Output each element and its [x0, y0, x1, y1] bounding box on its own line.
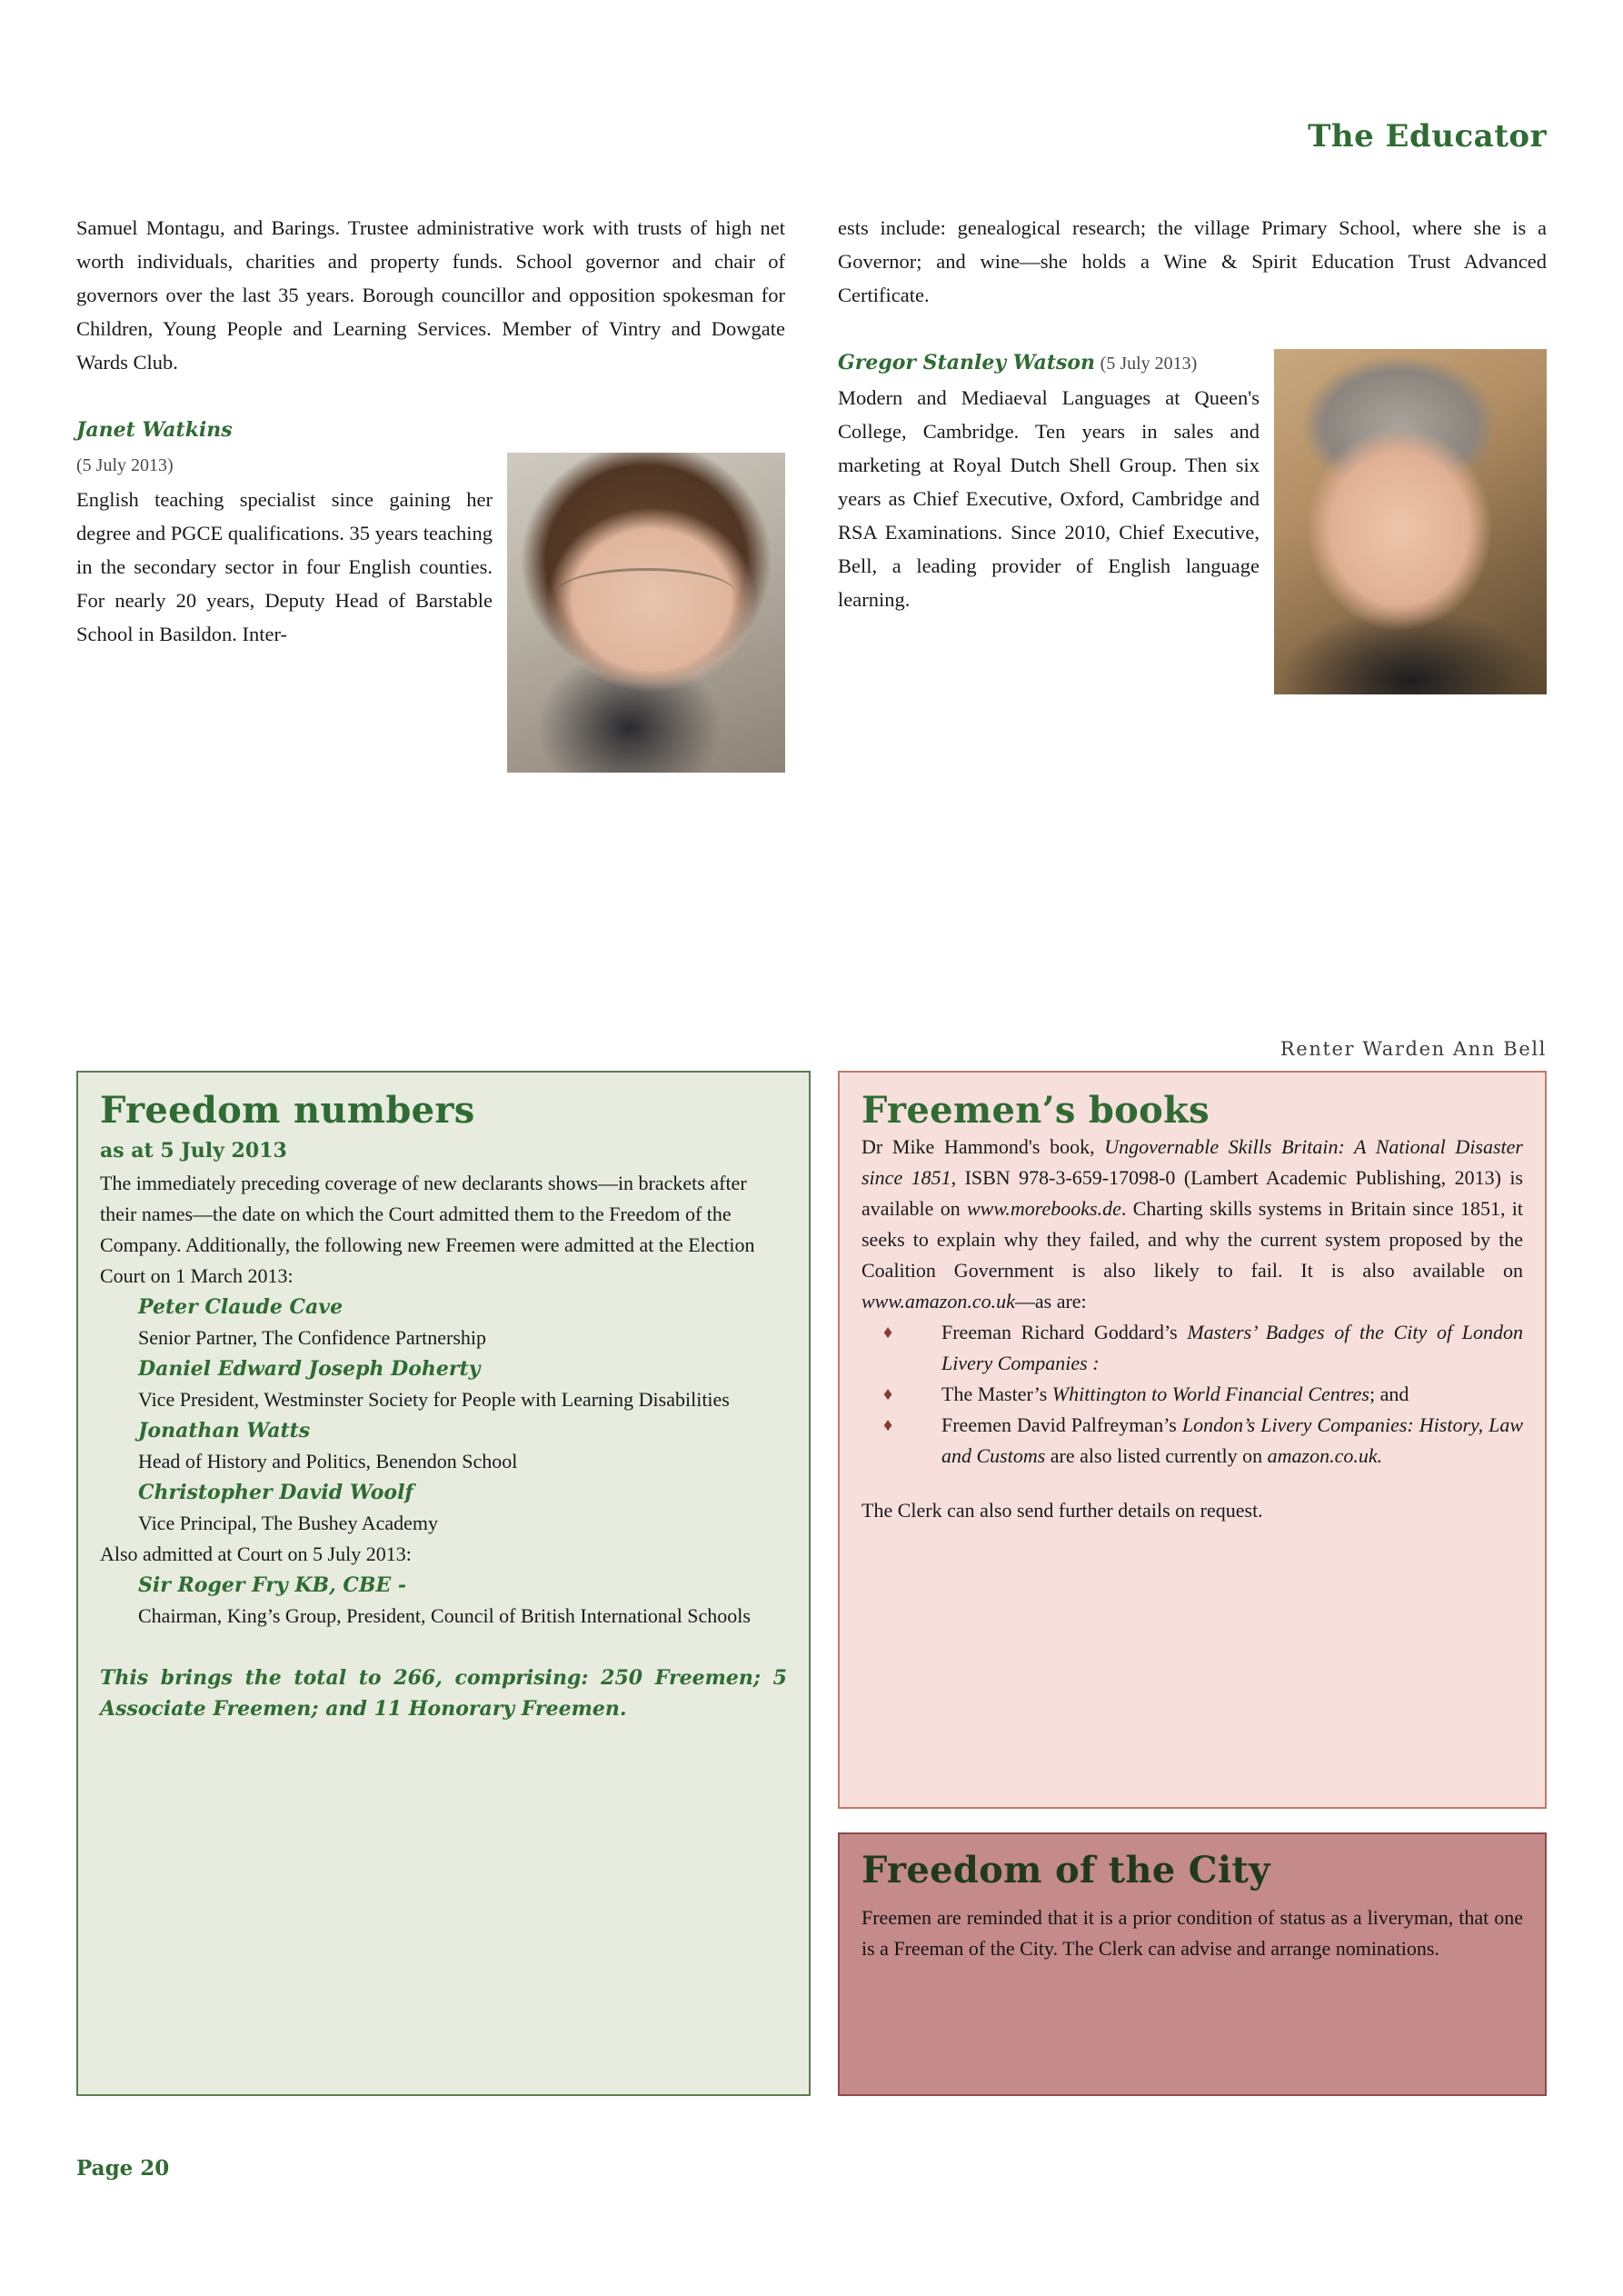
intro-part-a: Dr Mike Hammond's book,	[861, 1135, 1105, 1158]
freedom-of-the-city-title: Freedom of the City	[861, 1849, 1270, 1892]
freemens-books-title: Freemen’s books	[861, 1089, 1210, 1132]
freemens-books-footer: The Clerk can also send further details on request.	[861, 1499, 1263, 1522]
portrait-image	[1274, 349, 1547, 694]
entry-text: Modern and Mediaeval Languages at Queen's College, Cambridge. Ten years in sales and marketing at Royal Dutch Shell Group. Then six years as Chief Executive, Oxford, Cambridge and RSA Examinations. Since 2010, Chief Executive, Bell, a leading provider of English language learning.	[838, 386, 1260, 611]
intro-part-c: , ISBN 978-3-659-17098-0 (Lambert Academic Publishing, 2013) is available on	[861, 1166, 1523, 1220]
freemens-books-box	[838, 1071, 1547, 1809]
entry-role: Senior Partner, The Confidence Partnership	[138, 1326, 487, 1349]
list-item	[861, 1317, 1523, 1379]
freedom-numbers-subhead: as at 5 July 2013	[100, 1139, 287, 1163]
photo-janet-watkins	[507, 453, 785, 773]
entry-role: Vice President, Westminster Society for People with Learning Disabilities	[138, 1388, 730, 1411]
freemens-books-intro	[861, 1132, 1523, 1317]
masthead-title: The Educator	[1308, 118, 1547, 155]
photo-gregor-watson	[1274, 349, 1547, 694]
spacer	[76, 379, 785, 413]
item-title: London’s Livery Companies: History, Law and Customs	[941, 1413, 1524, 1467]
item-pre: Freeman Richard Goddard’s	[941, 1321, 1188, 1343]
freedom-numbers-title: Freedom numbers	[100, 1089, 475, 1132]
right-column	[838, 211, 1547, 698]
item-title: Masters’ Badges of the City of London Livery Companies :	[941, 1321, 1523, 1374]
right-paragraph-1: ests include: genealogical research; the village Primary School, where she is a Governor; and wine—she holds a Wine & Spirit Education Trust Advanced Certificate.	[838, 216, 1547, 306]
entry-janet-watkins	[76, 413, 785, 651]
freedom-of-the-city-text: Freemen are reminded that it is a prior condition of status as a liveryman, that one is a Freeman of the City. The Clerk can advise and arrange nominations.	[861, 1906, 1523, 1960]
freedom-numbers-entry-list	[100, 1292, 787, 1539]
also-admitted-intro: Also admitted at Court on 5 July 2013:	[100, 1542, 412, 1565]
entry-name: Sir Roger Fry KB, CBE -	[138, 1573, 407, 1597]
item-post: ; and	[1369, 1383, 1409, 1405]
item-title: Whittington to World Financial Centres	[1051, 1383, 1369, 1405]
page-number: Page 20	[76, 2156, 170, 2181]
item-post-url[interactable]: amazon.co.uk.	[1267, 1444, 1383, 1467]
amazon-url[interactable]: www.amazon.co.uk	[861, 1290, 1015, 1313]
left-paragraph-1: Samuel Montagu, and Barings. Trustee administrative work with trusts of high net worth individuals, charities and property funds. School governor and chair of governors over the last 35 years. Borough councillor and opposition spokesman for Children, Young People and Learning Services. Member of Vintry and Dowgate Wards Club.	[76, 216, 785, 374]
entry-gregor-stanley-watson	[838, 345, 1547, 616]
diamond-bullet-icon: ♦	[883, 1384, 893, 1404]
entry-name: Janet Watkins	[76, 418, 233, 442]
entry-name: Peter Claude Cave	[138, 1295, 344, 1319]
diamond-bullet-icon: ♦	[883, 1323, 893, 1343]
photo-caption: Renter Warden Ann Bell	[1279, 1038, 1547, 1060]
entry-name: Gregor Stanley Watson	[838, 351, 1096, 374]
entry-date: (5 July 2013)	[76, 455, 174, 475]
entry-name: Christopher David Woolf	[138, 1481, 413, 1504]
entry-role: Vice Principal, The Bushey Academy	[138, 1512, 439, 1534]
list-item	[861, 1379, 1523, 1410]
entry-name: Daniel Edward Joseph Doherty	[138, 1357, 481, 1381]
item-pre: The Master’s	[941, 1383, 1052, 1405]
entry-role: Head of History and Politics, Benendon School	[138, 1450, 518, 1472]
freedom-numbers-total: This brings the total to 266, comprising: 250 Freemen; 5 Associate Freemen; and 11 Honorary Freemen.	[100, 1666, 787, 1721]
item-pre: Freemen David Palfreyman’s	[941, 1413, 1182, 1436]
entry-name: Jonathan Watts	[138, 1419, 311, 1442]
freedom-of-the-city-box	[838, 1832, 1547, 2096]
entry-role: Chairman, King’s Group, President, Council of British International Schools	[138, 1604, 751, 1627]
spacer	[838, 312, 1547, 345]
morebooks-url[interactable]: www.morebooks.de	[966, 1197, 1121, 1220]
portrait-image	[507, 453, 785, 773]
freedom-numbers-intro: The immediately preceding coverage of new declarants shows—in brackets after their names—the date on which the Court admitted them to the Freedom of the Company. Additionally, the following new Freemen were admitted at the Election Court on 1 March 2013:	[100, 1172, 755, 1287]
item-post: are also listed currently on	[1045, 1444, 1268, 1467]
book-title-italic: Ungovernable Skills Britain: A National Disaster since 1851	[861, 1135, 1523, 1189]
entry-text: English teaching specialist since gaining her degree and PGCE qualifications. 35 years teaching in the secondary sector in four English counties. For nearly 20 years, Deputy Head of Barstable School in Basildon. Inter-	[76, 488, 493, 645]
list-item	[861, 1410, 1523, 1472]
intro-part-e: . Charting skills systems in Britain since 1851, it seeks to explain why they failed, and why the current system proposed by the Coalition Government is also likely to fail. It is also available on	[861, 1197, 1523, 1282]
entry-date: (5 July 2013)	[1100, 354, 1198, 374]
left-column	[76, 211, 785, 776]
freemens-books-list	[861, 1317, 1523, 1472]
freedom-numbers-box	[76, 1071, 811, 2096]
diamond-bullet-icon: ♦	[883, 1415, 893, 1435]
intro-part-g: —as are:	[1014, 1290, 1087, 1313]
